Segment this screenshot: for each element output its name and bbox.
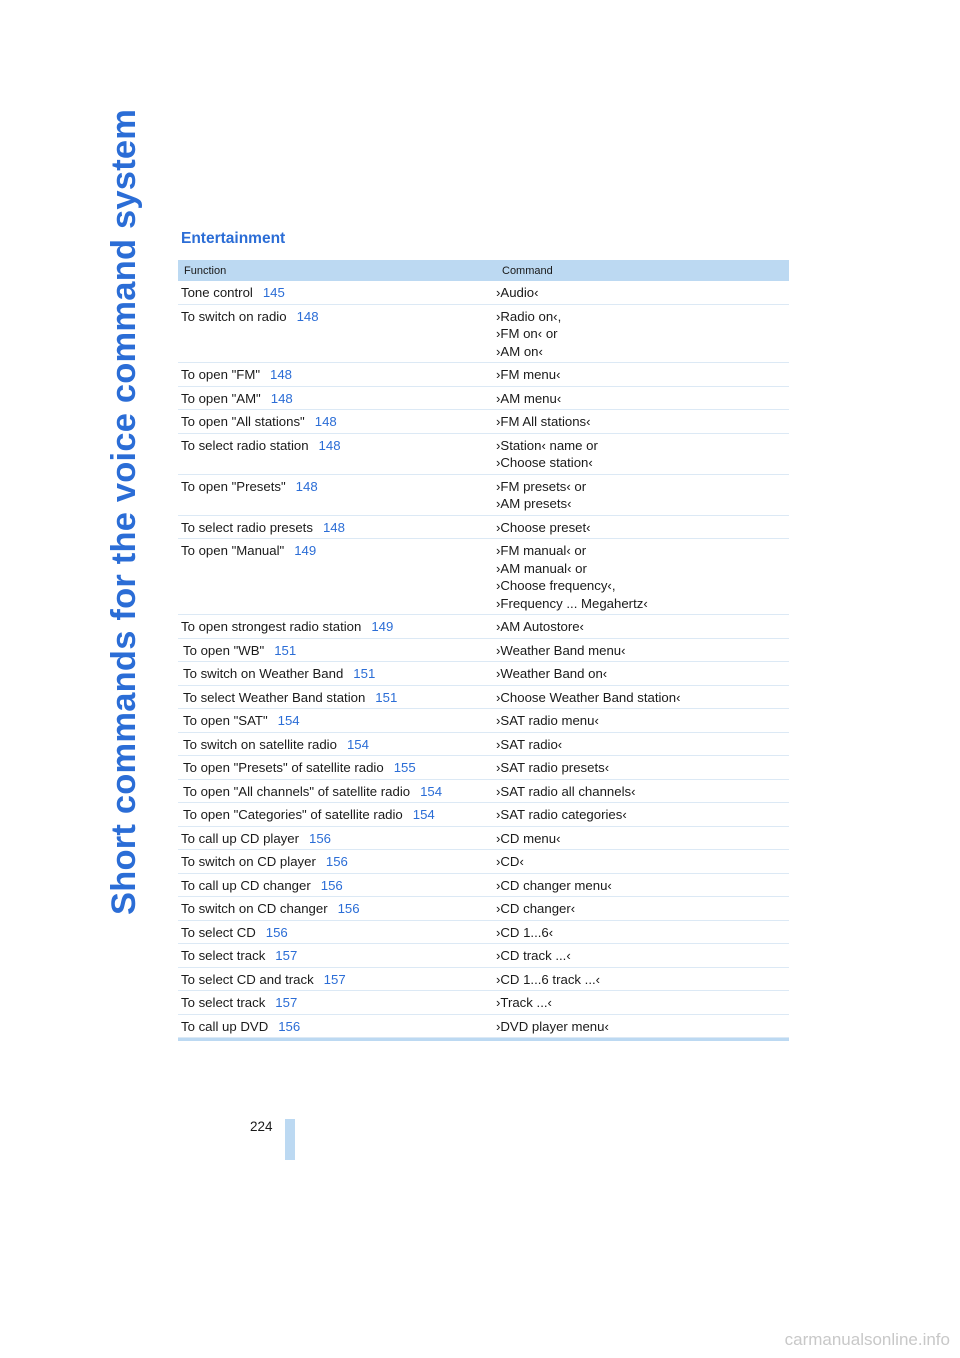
function-text: To open "SAT" — [183, 713, 268, 728]
function-text: To switch on Weather Band — [183, 666, 344, 681]
command-cell: ›SAT radio categories‹ — [496, 807, 627, 822]
function-text: To select Weather Band station — [183, 689, 366, 705]
table-row — [178, 897, 789, 921]
function-text: To switch on satellite radio — [183, 736, 337, 752]
table-row — [178, 639, 789, 663]
function-cell — [178, 478, 496, 513]
function-text: To call up CD changer — [181, 877, 311, 893]
command-cell: ›FM manual‹ or ›AM manual‹ or ›Choose frequency‹, ›Frequency ... Megahertz‹ — [496, 543, 648, 611]
function-text: To switch on radio — [181, 308, 287, 324]
page-reference-link[interactable]: 156 — [325, 854, 348, 869]
page-reference-link[interactable]: 157 — [323, 971, 346, 987]
function-cell — [178, 366, 496, 384]
table-row — [178, 539, 789, 615]
page-reference-link[interactable]: 156 — [265, 924, 288, 940]
function-cell — [178, 853, 496, 871]
command-cell: ›FM menu‹ — [496, 367, 561, 382]
function-cell — [178, 519, 496, 537]
page-marker-bar — [285, 1119, 295, 1160]
function-text: To open "Manual" — [181, 543, 285, 558]
command-cell: ›CD track ...‹ — [496, 948, 571, 963]
side-title — [0, 0, 160, 1358]
page-reference-link[interactable]: 149 — [294, 543, 317, 558]
page-reference-link[interactable]: 156 — [309, 830, 332, 846]
function-cell — [178, 830, 496, 848]
function-cell — [178, 736, 496, 754]
command-cell: ›Weather Band menu‹ — [496, 642, 626, 658]
table-row — [178, 827, 789, 851]
function-text: To call up DVD — [181, 1018, 269, 1034]
function-text: To select track — [181, 995, 266, 1010]
command-cell: ›CD‹ — [496, 854, 524, 869]
table-row — [178, 1015, 789, 1039]
table-row — [178, 944, 789, 968]
page-reference-link[interactable]: 151 — [353, 666, 376, 681]
command-cell: ›Audio‹ — [496, 285, 539, 300]
function-text: To open "All stations" — [181, 414, 305, 429]
function-text: To select radio presets — [181, 519, 313, 535]
page-reference-link[interactable]: 148 — [318, 437, 341, 453]
page-reference-link[interactable]: 148 — [270, 390, 293, 406]
function-text: To select track — [181, 948, 266, 963]
page-reference-link[interactable]: 157 — [275, 948, 298, 963]
function-cell — [178, 971, 496, 989]
command-cell: ›AM Autostore‹ — [496, 619, 584, 634]
function-text: To open "Presets" — [181, 478, 286, 494]
page-reference-link[interactable]: 154 — [412, 807, 435, 822]
command-cell: ›AM menu‹ — [496, 390, 562, 406]
command-cell: ›Choose preset‹ — [496, 519, 591, 535]
function-text: To open "WB" — [183, 642, 265, 658]
function-text: To open "Presets" of satellite radio — [183, 760, 384, 775]
command-cell: ›CD menu‹ — [496, 830, 561, 846]
page-reference-link[interactable]: 148 — [270, 367, 293, 382]
table-row — [178, 756, 789, 780]
table-body — [178, 281, 789, 1038]
table-row — [178, 733, 789, 757]
function-text: To open "FM" — [181, 367, 260, 382]
command-cell: ›SAT radio presets‹ — [496, 760, 610, 775]
page-reference-link[interactable]: 157 — [275, 995, 298, 1010]
page-reference-link[interactable]: 148 — [295, 478, 318, 494]
table-row — [178, 803, 789, 827]
header-function: Function — [184, 264, 227, 277]
function-cell — [178, 413, 496, 431]
command-cell: ›SAT radio‹ — [496, 736, 563, 752]
command-cell: ›SAT radio all channels‹ — [496, 783, 636, 799]
header-command: Command — [502, 264, 553, 277]
watermark: carmanualsonline.info — [784, 1330, 950, 1349]
function-cell — [178, 783, 496, 801]
table-row — [178, 686, 789, 710]
command-cell: ›Choose Weather Band station‹ — [496, 689, 681, 705]
table-header — [178, 260, 789, 281]
page-reference-link[interactable]: 156 — [278, 1018, 301, 1034]
function-text: To switch on CD changer — [181, 901, 328, 916]
function-text: To open strongest radio station — [181, 619, 362, 634]
command-cell: ›DVD player menu‹ — [496, 1018, 609, 1034]
page-reference-link[interactable]: 145 — [262, 285, 285, 300]
table-row — [178, 615, 789, 639]
function-cell — [178, 924, 496, 942]
function-cell — [178, 900, 496, 918]
function-text: To select CD — [181, 924, 256, 940]
function-cell — [178, 689, 496, 707]
function-cell — [178, 759, 496, 777]
page-reference-link[interactable]: 154 — [420, 783, 443, 799]
command-cell: ›Station‹ name or ›Choose station‹ — [496, 437, 598, 470]
table-row — [178, 387, 789, 411]
function-cell — [178, 390, 496, 408]
page-reference-link[interactable]: 154 — [277, 713, 300, 728]
page-reference-link[interactable]: 154 — [346, 736, 369, 752]
table-row — [178, 968, 789, 992]
function-cell — [178, 618, 496, 636]
function-cell — [178, 712, 496, 730]
function-cell — [178, 542, 496, 612]
page-number: 224 — [250, 1119, 273, 1134]
table-row — [178, 921, 789, 945]
table-row — [178, 709, 789, 733]
table-row — [178, 850, 789, 874]
function-cell — [178, 284, 496, 302]
commands-table — [178, 260, 789, 1041]
function-text: To select radio station — [181, 437, 309, 453]
command-cell: ›FM All stations‹ — [496, 414, 591, 429]
function-text: To switch on CD player — [181, 854, 316, 869]
function-cell — [178, 665, 496, 683]
table-row — [178, 281, 789, 305]
table-row — [178, 410, 789, 434]
function-cell — [178, 1018, 496, 1036]
table-row — [178, 991, 789, 1015]
page-reference-link[interactable]: 148 — [314, 414, 337, 429]
function-cell — [178, 994, 496, 1012]
function-cell — [178, 642, 496, 660]
table-row — [178, 874, 789, 898]
table-row — [178, 516, 789, 540]
function-text: Tone control — [181, 285, 253, 300]
function-cell — [178, 437, 496, 472]
page-reference-link[interactable]: 148 — [322, 519, 345, 535]
table-row — [178, 780, 789, 804]
table-row — [178, 475, 789, 516]
page-reference-link[interactable]: 156 — [337, 901, 360, 916]
command-cell: ›Weather Band on‹ — [496, 666, 608, 681]
function-text: To open "Categories" of satellite radio — [183, 807, 403, 822]
table-row — [178, 363, 789, 387]
page-reference-link[interactable]: 151 — [274, 642, 297, 658]
page-reference-link[interactable]: 155 — [393, 760, 416, 775]
page-reference-link[interactable]: 151 — [375, 689, 398, 705]
command-cell: ›CD changer‹ — [496, 901, 576, 916]
function-text: To open "All channels" of satellite radio — [183, 783, 411, 799]
function-cell — [178, 877, 496, 895]
function-cell — [178, 308, 496, 361]
command-cell: ›CD changer menu‹ — [496, 877, 612, 893]
table-row — [178, 662, 789, 686]
command-cell: ›Track ...‹ — [496, 995, 552, 1010]
table-row — [178, 434, 789, 475]
command-cell: ›FM presets‹ or ›AM presets‹ — [496, 478, 587, 511]
page-reference-link[interactable]: 149 — [371, 619, 394, 634]
side-title-text: Short commands for the voice command system — [105, 108, 143, 915]
command-cell: ›SAT radio menu‹ — [496, 713, 599, 728]
command-cell: ›CD 1...6 track ...‹ — [496, 971, 601, 987]
command-cell: ›Radio on‹, ›FM on‹ or ›AM on‹ — [496, 308, 562, 359]
page-reference-link[interactable]: 156 — [320, 877, 343, 893]
table-row — [178, 305, 789, 364]
function-cell — [178, 806, 496, 824]
function-text: To open "AM" — [181, 390, 261, 406]
section-title: Entertainment — [181, 230, 286, 247]
page-reference-link[interactable]: 148 — [296, 308, 319, 324]
function-text: To call up CD player — [181, 830, 300, 846]
command-cell: ›CD 1...6‹ — [496, 924, 554, 940]
function-text: To select CD and track — [181, 971, 314, 987]
function-cell — [178, 947, 496, 965]
